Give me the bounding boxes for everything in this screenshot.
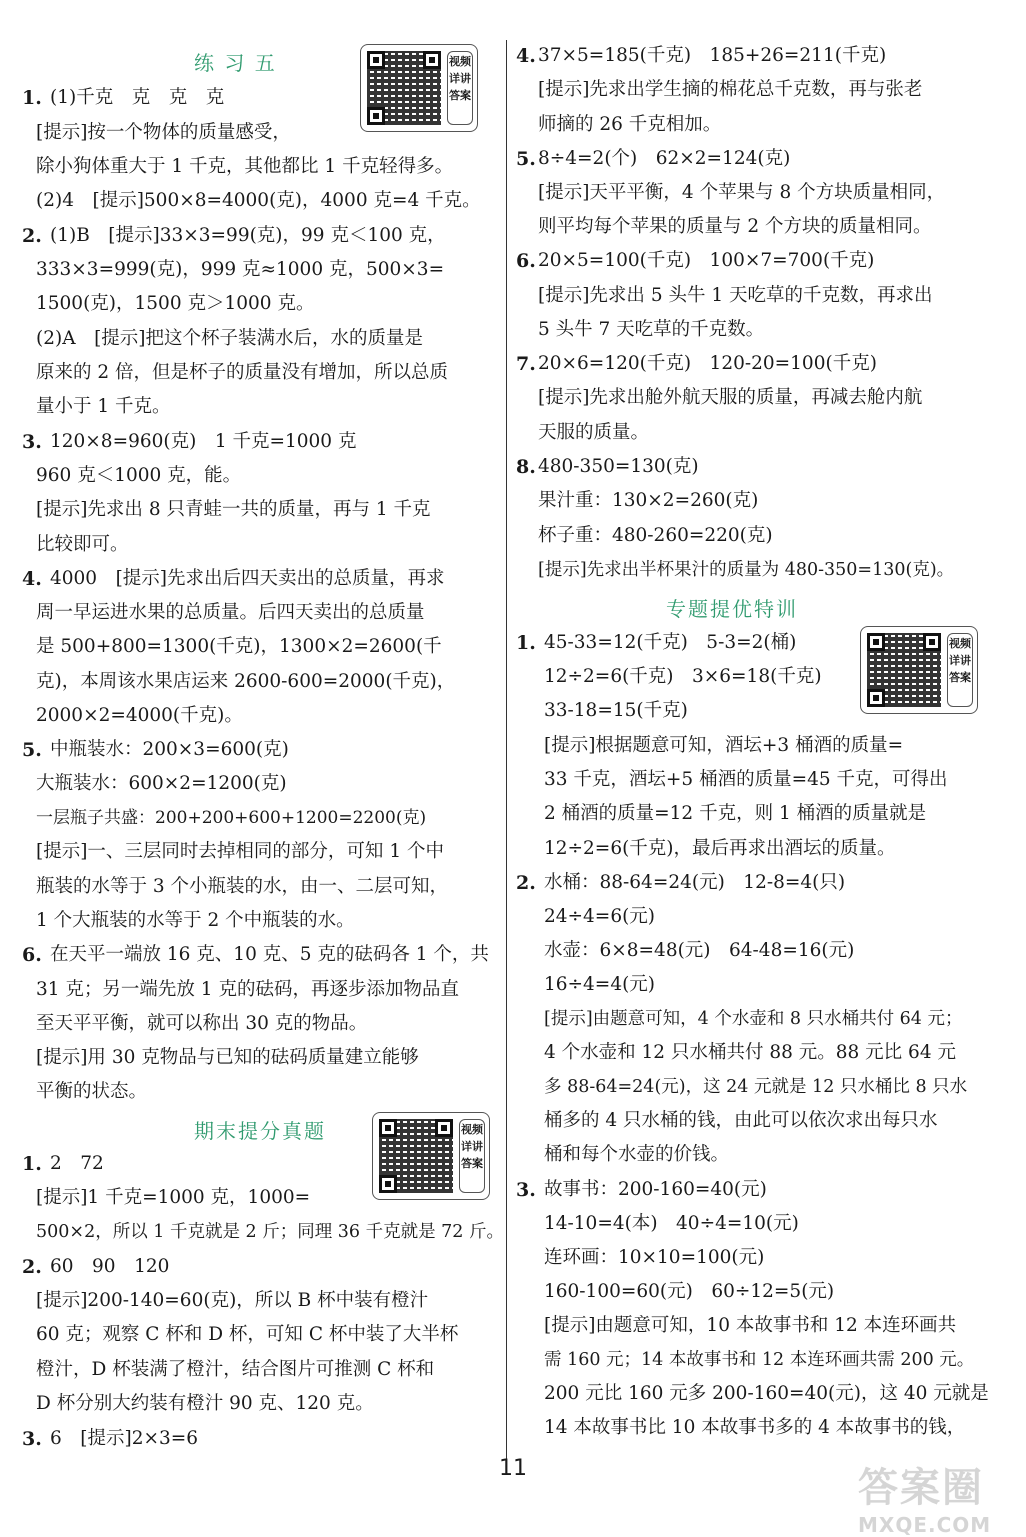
answer-line: 20×5=100(千克) 100×7=700(千克) [538, 250, 875, 271]
item-number: 3. [22, 1428, 42, 1450]
item-number: 6. [516, 250, 536, 272]
hint-line: [提示]天平平衡，4 个苹果与 8 个方块质量相同， [538, 182, 946, 203]
hint-line: 桶和每个水壶的价钱。 [544, 1144, 730, 1165]
hint-line: 多 88-64=24(元)，这 24 元就是 12 只水桶比 8 只水 [544, 1077, 968, 1097]
hint-line: [提示]一、三层同时去掉相同的部分，可知 1 个中 [36, 841, 444, 862]
qr-label: 视频详讲答案 [459, 1119, 485, 1193]
hint-line: 500×2，所以 1 千克就是 2 斤；同理 36 千克就是 72 斤。 [36, 1222, 505, 1242]
hint-line: 需 160 元；14 本故事书和 12 本连环画共需 200 元。 [544, 1350, 975, 1370]
answer-line: 至天平平衡，就可以称出 30 克的物品。 [36, 1013, 368, 1034]
answer-line: 克)，本周该水果店运来 2600-600=2000(千克)， [36, 671, 456, 692]
hint-line: 比较即可。 [36, 534, 129, 555]
hint-line: [提示]先求出半杯果汁的质量为 480-350=130(克)。 [538, 560, 955, 580]
answer-line: 1500(克)，1500 克＞1000 克。 [36, 293, 315, 314]
section-title: 专题提优特训 [666, 597, 798, 621]
hint-line: 2 桶酒的质量=12 千克，则 1 桶酒的质量就是 [544, 803, 927, 824]
hint-line: [提示]1 千克=1000 克，1000= [36, 1187, 311, 1208]
answer-line: (1)B [提示]33×3=99(克)，99 克＜100 克， [50, 225, 446, 246]
hint-line: 14 本故事书比 10 本故事书多的 4 本故事书的钱， [544, 1417, 966, 1438]
hint-line: 5 头牛 7 天吃草的千克数。 [538, 319, 765, 340]
answer-line: 20×6=120(千克) 120-20=100(千克) [538, 353, 877, 374]
hint-line: [提示]先求出 8 只青蛙一共的质量，再与 1 千克 [36, 499, 431, 520]
item-number: 4. [516, 45, 536, 67]
answer-line: 量小于 1 千克。 [36, 396, 171, 417]
answer-line: 水桶：88-64=24(元) 12-8=4(只) [544, 872, 846, 893]
hint-line: 桶多的 4 只水桶的钱，由此可以依次求出每只水 [544, 1110, 938, 1131]
column-divider [506, 40, 507, 1468]
answer-line: 60 90 120 [50, 1256, 170, 1277]
answer-line: 杯子重：480-260=220(克) [538, 525, 773, 546]
hint-line: 则平均每个苹果的质量与 2 个方块的质量相同。 [538, 216, 932, 237]
hint-line: 平衡的状态。 [36, 1081, 148, 1102]
answer-line: 120×8=960(克) 1 千克=1000 克 [50, 431, 357, 452]
answer-line: 一层瓶子共盛：200+200+600+1200=2200(克) [36, 808, 427, 828]
hint-line: [提示]由题意可知，10 本故事书和 12 本连环画共 [544, 1315, 957, 1336]
answer-line: 是 500+800=1300(千克)，1300×2=2600(千 [36, 636, 442, 657]
qr-label: 视频详讲答案 [947, 633, 973, 707]
answer-line: 480-350=130(克) [538, 456, 699, 477]
item-number: 8. [516, 456, 536, 478]
hint-line: [提示]先求出 5 头牛 1 天吃草的千克数，再求出 [538, 285, 933, 306]
page-number: 11 [499, 1456, 527, 1481]
item-number: 3. [516, 1179, 536, 1201]
item-number: 1. [22, 1153, 42, 1175]
answer-line: 果汁重：130×2=260(克) [538, 490, 759, 511]
answer-line: 中瓶装水：200×3=600(克) [50, 739, 289, 760]
item-number: 5. [516, 148, 536, 170]
answer-line: 连环画：10×10=100(元) [544, 1247, 765, 1268]
hint-line: 60 克；观察 C 杯和 D 杯，可知 C 杯中装了大半杯 [36, 1324, 459, 1345]
answer-line: 除小狗体重大于 1 千克，其他都比 1 千克轻得多。 [36, 156, 454, 177]
hint-line: 12÷2=6(千克)，最后再求出酒坛的质量。 [544, 838, 896, 859]
answer-line: 2 72 [50, 1153, 104, 1174]
answer-line: 160-100=60(元) 60÷12=5(元) [544, 1281, 835, 1302]
item-number: 6. [22, 944, 42, 966]
hint-line: 师摘的 26 千克相加。 [538, 114, 722, 135]
item-number: 4. [22, 568, 42, 590]
answer-line: 24÷4=6(元) [544, 906, 656, 927]
hint-line: 33 千克，酒坛+5 桶酒的质量=45 千克，可得出 [544, 769, 948, 790]
watermark-logo: 答案圈 MXQE.COM [858, 1465, 992, 1537]
answer-line: 16÷4=4(元) [544, 974, 656, 995]
answer-line: 45-33=12(千克) 5-3=2(桶) [544, 632, 797, 653]
item-number: 3. [22, 431, 42, 453]
answer-line: 37×5=185(千克) 185+26=211(千克) [538, 45, 887, 66]
item-number: 2. [516, 872, 536, 894]
section-title: 期末提分真题 [194, 1119, 326, 1143]
answer-line: 在天平一端放 16 克、10 克、5 克的砝码各 1 个，共 [50, 944, 489, 965]
answer-line: 故事书：200-160=40(元) [544, 1179, 767, 1200]
hint-line: [提示]按一个物体的质量感受， [36, 122, 291, 143]
hint-line: [提示]先求出学生摘的棉花总千克数，再与张老 [538, 79, 923, 100]
answer-line: 4000 [提示]先求出后四天卖出的总质量，再求 [50, 568, 445, 589]
answer-line: (2)4 [提示]500×8=4000(克)，4000 克=4 千克。 [36, 190, 481, 211]
item-number: 1. [516, 632, 536, 654]
hint-line: 1 个大瓶装的水等于 2 个中瓶装的水。 [36, 910, 355, 931]
answer-line: 333×3=999(克)，999 克≈1000 克，500×3= [36, 259, 445, 280]
hint-line: [提示]先求出舱外航天服的质量，再减去舱内航 [538, 387, 923, 408]
answer-line: 31 克；另一端先放 1 克的砝码，再逐步添加物品直 [36, 979, 459, 1000]
answer-line: 原来的 2 倍，但是杯子的质量没有增加，所以总质 [36, 362, 449, 383]
answer-line: 33-18=15(千克) [544, 700, 688, 721]
qr-code [860, 626, 978, 714]
answer-line: 6 [提示]2×3=6 [50, 1428, 199, 1449]
item-number: 2. [22, 1256, 42, 1278]
hint-line: 天服的质量。 [538, 422, 650, 443]
hint-line: 瓶装的水等于 3 个小瓶装的水，由一、二层可知， [36, 876, 449, 897]
qr-code [360, 44, 478, 132]
hint-line: 200 元比 160 元多 200-160=40(元)，这 40 元就是 [544, 1383, 989, 1404]
answer-line: 周一早运进水果的总质量。后四天卖出的总质量 [36, 602, 425, 623]
item-number: 1. [22, 87, 42, 109]
qr-code [372, 1112, 490, 1200]
answer-line: 大瓶装水：600×2=1200(克) [36, 773, 287, 794]
item-number: 7. [516, 353, 536, 375]
item-number: 5. [22, 739, 42, 761]
answer-line: 2000×2=4000(千克)。 [36, 705, 243, 726]
item-number: 2. [22, 225, 42, 247]
answer-line: 14-10=4(本) 40÷4=10(元) [544, 1213, 799, 1234]
answer-line: (1)千克 克 克 克 [50, 87, 225, 108]
answer-line: 8÷4=2(个) 62×2=124(克) [538, 148, 791, 169]
answer-line: 12÷2=6(千克) 3×6=18(千克) [544, 666, 822, 687]
hint-line: [提示]用 30 克物品与已知的砝码质量建立能够 [36, 1047, 419, 1068]
qr-label: 视频详讲答案 [447, 51, 473, 125]
section-title: 练 习 五 [194, 51, 277, 75]
hint-line: 4 个水壶和 12 只水桶共付 88 元。88 元比 64 元 [544, 1042, 956, 1063]
hint-line: [提示]根据题意可知，酒坛+3 桶酒的质量= [544, 735, 904, 756]
answer-line: 水壶：6×8=48(元) 64-48=16(元) [544, 940, 855, 961]
hint-line: D 杯分别大约装有橙汁 90 克、120 克。 [36, 1393, 374, 1414]
hint-line: [提示]由题意可知，4 个水壶和 8 只水桶共付 64 元； [544, 1009, 963, 1029]
answer-line: 960 克＜1000 克，能。 [36, 465, 242, 486]
answer-line: (2)A [提示]把这个杯子装满水后，水的质量是 [36, 328, 424, 349]
hint-line: 橙汁，D 杯装满了橙汁，结合图片可推测 C 杯和 [36, 1359, 435, 1380]
hint-line: [提示]200-140=60(克)，所以 B 杯中装有橙汁 [36, 1290, 429, 1311]
